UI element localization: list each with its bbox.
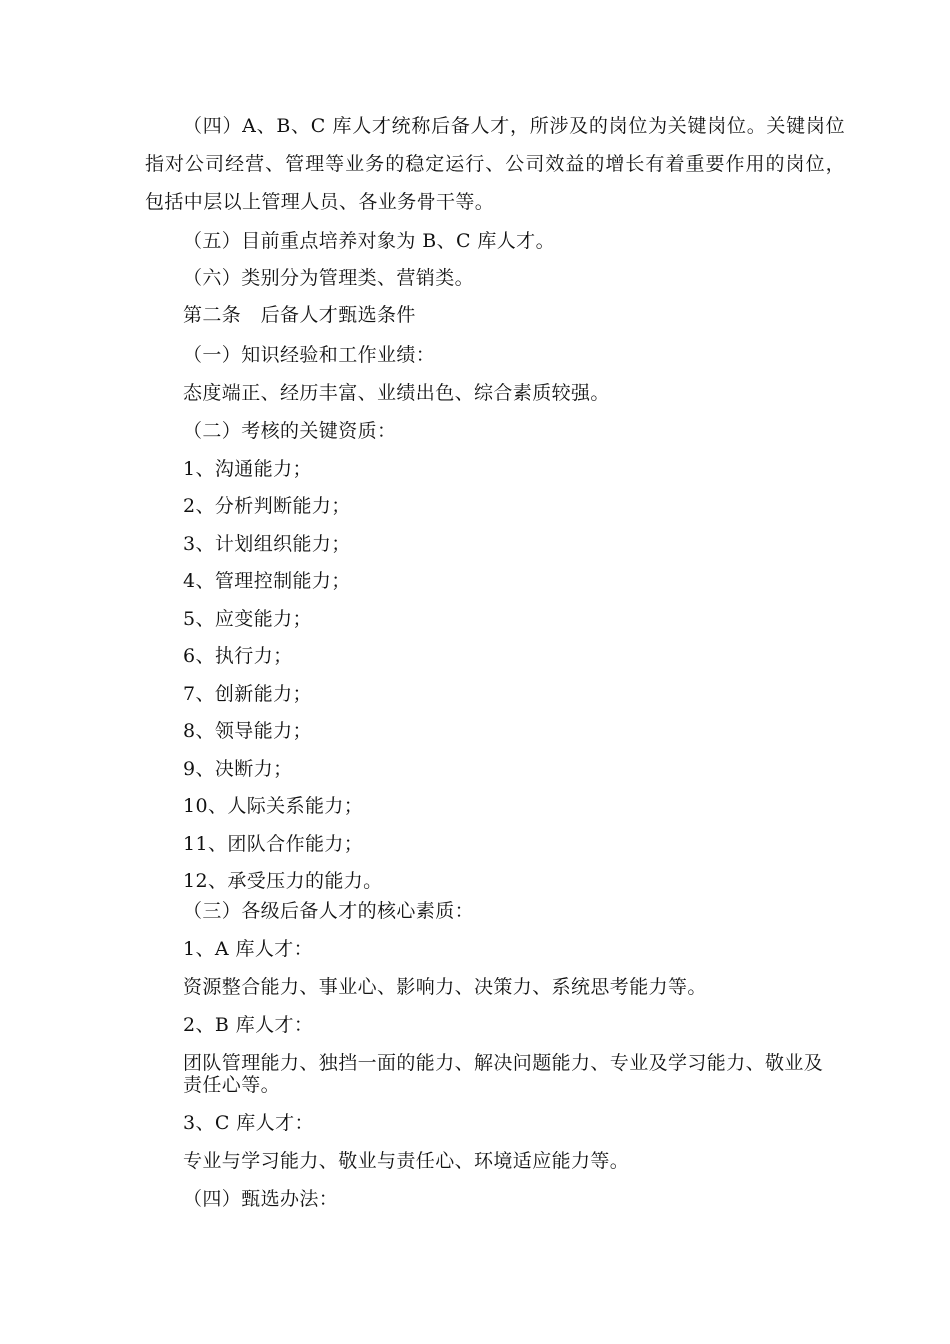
quality-item: 11、团队合作能力；	[183, 833, 364, 855]
quality-item: 2、分析判断能力；	[183, 495, 351, 517]
section-3-title: （三）各级后备人才的核心素质：	[183, 900, 475, 922]
tier-b-text-line-1: 团队管理能力、独挡一面的能力、解决问题能力、专业及学习能力、敬业及	[183, 1052, 824, 1074]
quality-item: 8、领导能力；	[183, 720, 312, 742]
tier-a-title: 1、A 库人才：	[183, 938, 314, 960]
section-4-title: （四）甄选办法：	[183, 1188, 339, 1210]
tier-c-text: 专业与学习能力、敬业与责任心、环境适应能力等。	[183, 1150, 630, 1172]
quality-item: 9、决断力；	[183, 758, 293, 780]
article-2-heading: 第二条 后备人才甄选条件	[183, 304, 416, 326]
paragraph-5: （五）目前重点培养对象为 B、C 库人才。	[183, 230, 555, 252]
paragraph-4-line-2: 指对公司经营、管理等业务的稳定运行、公司效益的增长有着重要作用的岗位，	[145, 153, 845, 175]
quality-item: 10、人际关系能力；	[183, 795, 364, 817]
quality-item: 1、沟通能力；	[183, 458, 312, 480]
section-1-title: （一）知识经验和工作业绩：	[183, 344, 436, 366]
quality-item: 5、应变能力；	[183, 608, 312, 630]
tier-b-title: 2、B 库人才：	[183, 1014, 314, 1036]
tier-c-title: 3、C 库人才：	[183, 1112, 314, 1134]
tier-a-text: 资源整合能力、事业心、影响力、决策力、系统思考能力等。	[183, 976, 707, 998]
section-2-title: （二）考核的关键资质：	[183, 420, 397, 442]
quality-item: 3、计划组织能力；	[183, 533, 351, 555]
paragraph-6: （六）类别分为管理类、营销类。	[183, 267, 475, 289]
quality-item: 4、管理控制能力；	[183, 570, 351, 592]
section-1-text: 态度端正、经历丰富、业绩出色、综合素质较强。	[183, 382, 610, 404]
quality-item: 12、承受压力的能力。	[183, 870, 383, 892]
paragraph-4-line-1: （四）A、B、C 库人才统称后备人才，所涉及的岗位为关键岗位。关键岗位	[183, 115, 845, 137]
quality-item: 7、创新能力；	[183, 683, 312, 705]
paragraph-4-line-3: 包括中层以上管理人员、各业务骨干等。	[145, 191, 495, 213]
tier-b-text-line-2: 责任心等。	[183, 1074, 281, 1096]
quality-item: 6、执行力；	[183, 645, 293, 667]
